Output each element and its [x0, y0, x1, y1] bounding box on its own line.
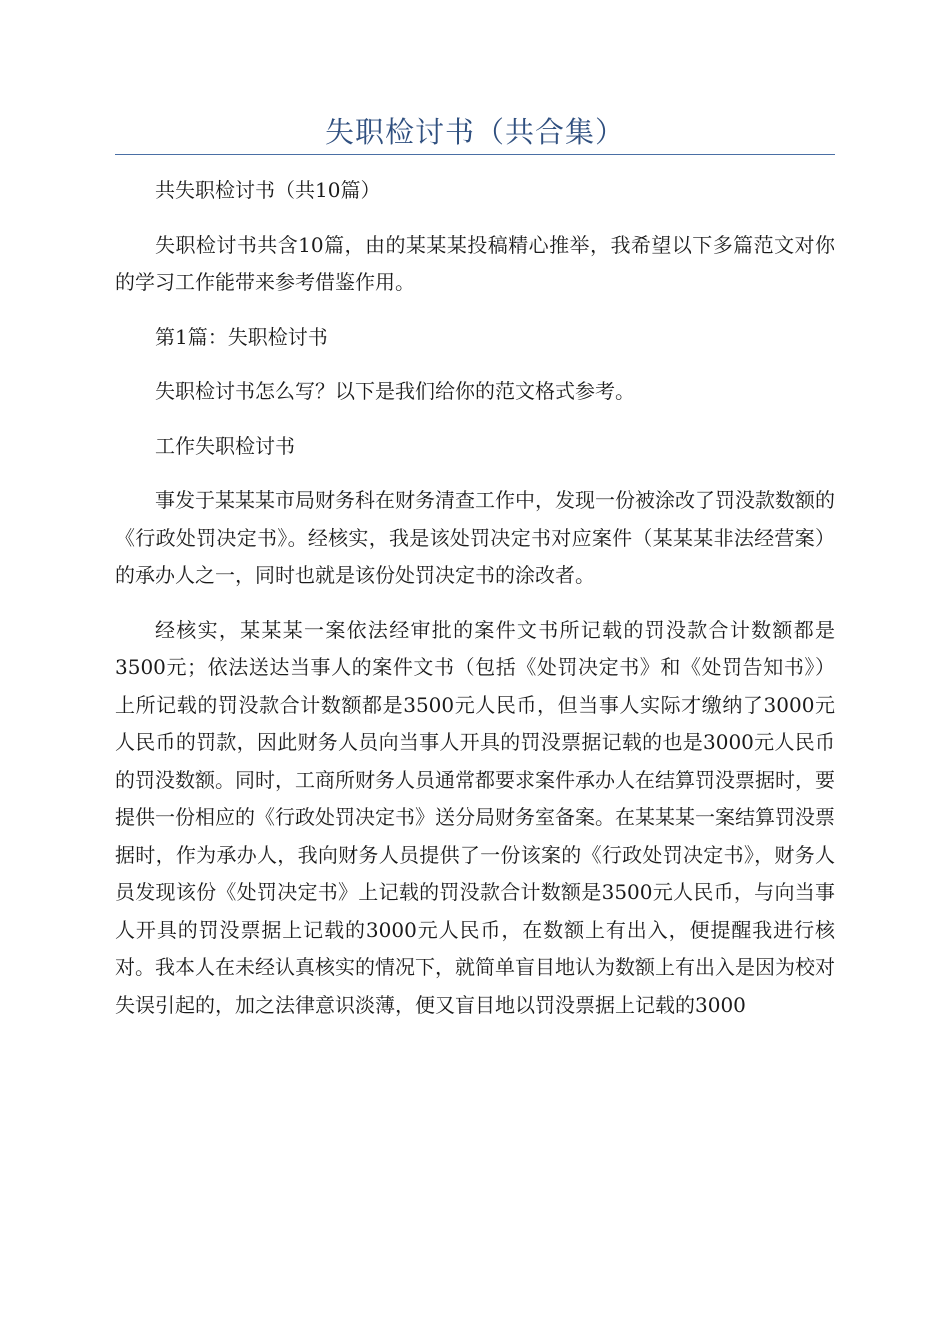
paragraph-section-heading: 工作失职检讨书 — [155, 433, 295, 458]
document-body — [115, 172, 835, 1024]
paragraph-how-to-write: 失职检讨书怎么写？以下是我们给你的范文格式参考。 — [155, 379, 635, 403]
title-divider — [115, 154, 835, 155]
document-title: 失职检讨书（共合集） — [324, 115, 625, 149]
paragraph-collection-heading: 共失职检讨书（共10篇） — [155, 178, 381, 202]
paragraph-incident: 事发于某某某市局财务科在财务清查工作中，发现一份被涂改了罚没款数额的《行政处罚决定书》。经核实，我是该处罚决定书对应案件（某某某非法经营案）的承办人之一，同时也就是该份处罚决定书的涂改者。 — [115, 488, 835, 587]
paragraph-intro: 失职检讨书共含10篇，由的某某某投稿精心推举，我希望以下多篇范文对你的学习工作能带来参考借鉴作用。 — [115, 232, 835, 294]
paragraph-verification: 经核实，某某某一案依法经审批的案件文书所记载的罚没款合计数额都是3500元；依法送达当事人的案件文书（包括《处罚决定书》和《处罚告知书》）上所记载的罚没款合计数额都是3500元人民币，但当事人实际才缴纳了3000元人民币的罚款，因此财务人员向当事人开具的罚没票据记载的也是3000元人民币的罚没数额。同时，工商所财务人员通常都要求案件承办人在结算罚没票据时，要提供一份相应的《行政处罚决定书》送分局财务室备案。在某某某一案结算罚没票据时，作为承办人，我向财务人员提供了一份该案的《行政处罚决定书》，财务人员发现该份《处罚决定书》上记载的罚没款合计数额是3500元人民币，与向当事人开具的罚没票据上记载的3000元人民币，在数额上有出入，便提醒我进行核对。我本人在未经认真核实的情况下，就简单盲目地认为数额上有出入是因为校对失误引起的，加之法律意识淡薄，便又盲目地以罚没票据上记载的3000 — [115, 617, 835, 1017]
paragraph-chapter-heading: 第1篇：失职检讨书 — [155, 324, 328, 349]
